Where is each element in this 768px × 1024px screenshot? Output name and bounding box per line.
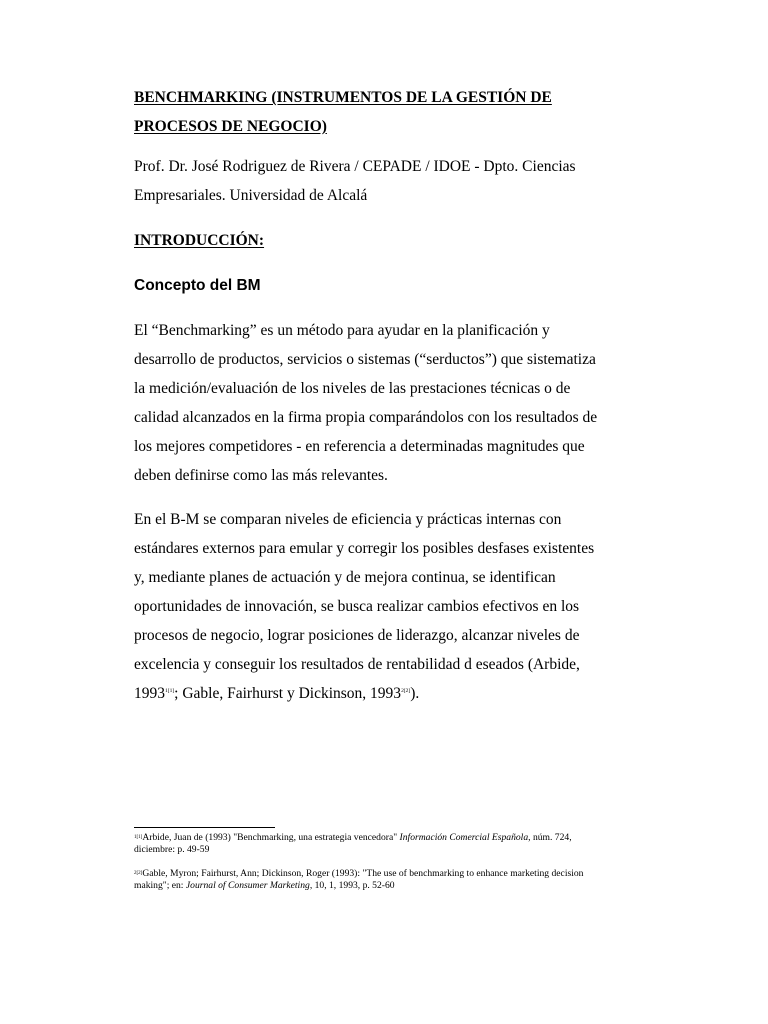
paragraph-line: los mejores competidores - en referencia a determinadas magnitudes que xyxy=(134,438,585,455)
paragraph-line: En el B-M se comparan niveles de eficiencia y prácticas internas con xyxy=(134,511,562,528)
paragraph-2 xyxy=(134,505,634,708)
footnote-text: , núm. 724, xyxy=(528,832,572,843)
footnote-journal: Journal of Consumer Marketing xyxy=(185,879,310,891)
subheading: Concepto del BM xyxy=(134,277,261,294)
paragraph-line: estándares externos para emular y corregir los posibles desfases existentes xyxy=(134,540,595,557)
paragraph-line: oportunidades de innovación, se busca realizar cambios efectivos en los xyxy=(134,598,580,615)
footnote-2 xyxy=(134,868,634,891)
footnote-line xyxy=(134,832,634,844)
footnote-1 xyxy=(134,832,634,855)
citation-text: ). xyxy=(410,685,420,702)
footnote-line xyxy=(134,880,634,892)
footnote-line xyxy=(134,868,634,880)
footnote-journal: Información Comercial Española xyxy=(399,832,529,843)
footnote-text: Gable, Myron; Fairhurst, Ann; Dickinson, Roger (1993): "The use of benchmarking to enhance marketing decision xyxy=(142,868,584,879)
footnote-ref-2[interactable]: 2[2] xyxy=(401,688,411,694)
footnote-text: , 10, 1, 1993, p. 52-60 xyxy=(309,879,395,891)
footnote-ref-1[interactable]: 1[1] xyxy=(165,688,175,694)
section-heading: INTRODUCCIÓN: xyxy=(134,232,265,249)
paragraph-line: desarrollo de productos, servicios o sistemas (“serductos”) que sistematiza xyxy=(134,351,596,368)
citation-text: ; Gable, Fairhurst y Dickinson, 1993 xyxy=(174,685,402,702)
paragraph-1 xyxy=(134,316,634,490)
paragraph-line: procesos de negocio, lograr posiciones de liderazgo, alcanzar niveles de xyxy=(134,627,580,644)
footnote-line: diciembre: p. 49-59 xyxy=(134,843,210,855)
paragraph-line: y, mediante planes de actuación y de mejora continua, se identifican xyxy=(134,569,556,586)
paragraph-line: la medición/evaluación de los niveles de las prestaciones técnicas o de xyxy=(134,380,571,397)
paragraph-line: excelencia y conseguir los resultados de rentabilidad d eseados (Arbide, xyxy=(134,656,580,673)
footnote-marker: 1[1] xyxy=(134,835,143,840)
paragraph-line: deben definirse como las más relevantes. xyxy=(134,467,388,484)
author-line: Empresariales. Universidad de Alcalá xyxy=(134,186,368,204)
title-line: PROCESOS DE NEGOCIO) xyxy=(134,117,327,135)
author-affiliation xyxy=(134,153,634,210)
citation-text: 1993 xyxy=(134,685,165,702)
title-line: BENCHMARKING (INSTRUMENTOS DE LA GESTIÓN DE xyxy=(134,89,552,106)
footnote-marker: 2[2] xyxy=(134,871,143,876)
paragraph-line: calidad alcanzados en la firma propia comparándolos con los resultados de xyxy=(134,409,598,426)
document-title xyxy=(134,84,634,141)
footnote-text: Arbide, Juan de (1993) "Benchmarking, una estrategia vencedora" xyxy=(142,832,400,843)
footnote-divider xyxy=(134,827,275,828)
footnote-text: making"; en: xyxy=(134,879,186,891)
paragraph-line: El “Benchmarking” es un método para ayudar en la planificación y xyxy=(134,322,550,339)
paragraph-line-citation xyxy=(134,679,634,708)
author-line: Prof. Dr. José Rodriguez de Rivera / CEPADE / IDOE - Dpto. Ciencias xyxy=(134,158,576,175)
